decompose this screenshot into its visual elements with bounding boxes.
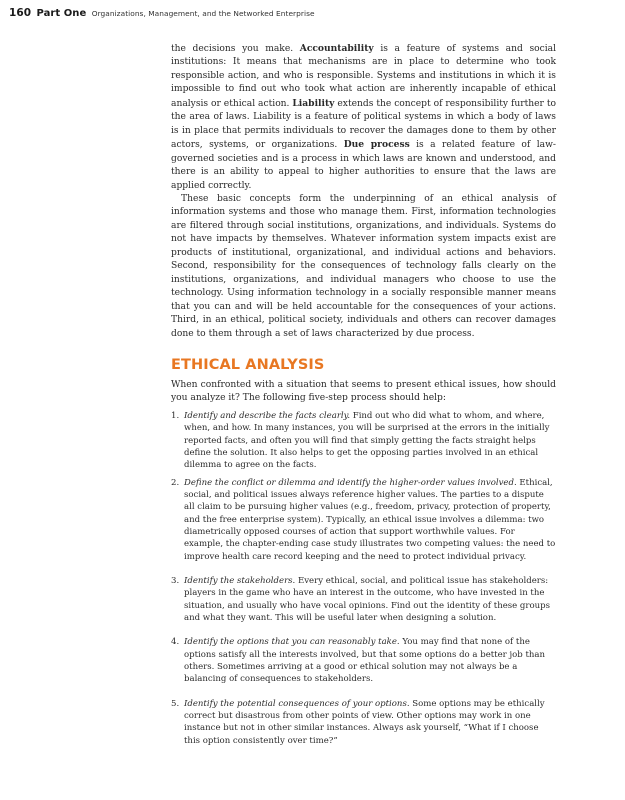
term-liability: Liability: [292, 97, 335, 109]
intro-paragraph: When confronted with a situation that seems to present ethical issues, how should you analyze it? The following five-step process should help:: [171, 379, 556, 404]
list-item: [171, 636, 556, 685]
p1-text-1: the decisions you make.: [171, 44, 300, 54]
book-section-title: Organizations, Management, and the Networked Enterprise: [91, 9, 315, 18]
list-item: [171, 698, 556, 747]
p1-text-4: is a related feature of law-governed societies and is a process in which laws are known and understood, and there is an ability to appeal to higher authorities to ensure that the laws are applied correctly.: [171, 140, 556, 191]
part-label: Part One: [36, 8, 87, 19]
step-title: Identify the options that you can reasonably take.: [184, 637, 400, 648]
step-body: Ethical, social, and political issues always reference higher values. The parties to a dispute all claim to be pursuing higher values (e.g., freedom, privacy, protection of property, and the free enterprise system). Typically, an ethical issue involves a dilemma: two diametrically opposed courses of action that support worthwhile values. For example, the chapter-ending case study illustrates two competing values: the need to improve health care record keeping and the need to protect individual privacy.: [184, 477, 556, 562]
paragraph-underpinning: These basic concepts form the underpinning of an ethical analysis of information systems and those who manage them. First, information technologies are filtered through social institutions, organizations, and individuals. Systems do not have impacts by themselves. Whatever information system impacts exist are products of institutional, organizational, and individual actions and behaviors. Second, responsibility for the consequences of technology falls clearly on the institutions, organizations, and individual managers who choose to use the technology. Using information technology in a socially responsible manner means that you can and will be held accountable for the consequences of your actions. Third, in an ethical, political society, individuals and others can recover damages done to them through a set of laws characterized by due process.: [171, 193, 556, 339]
step-body: Every ethical, social, and political issue has stakeholders: players in the game who have an interest in the outcome, who have invested in the situation, and usually who have vocal opinions. Find out the identity of these groups and what they want. This will be useful later when designing a solution.: [184, 576, 550, 624]
step-number: 2.: [171, 477, 180, 488]
term-due-process: Due process: [343, 139, 410, 151]
list-item: [171, 575, 556, 624]
step-title: Identify the stakeholders.: [184, 576, 296, 586]
term-accountability: Accountability: [299, 43, 374, 54]
paragraph-accountability: [171, 42, 556, 193]
step-title: Define the conflict or dilemma and identify the higher-order values involved.: [184, 477, 517, 488]
p1-text-3: extends the concept of responsibility further to the area of laws. Liability is a feature of political systems in which a body of laws is in place that permits individuals to recover the damages done to them by other actors, systems, or organizations.: [171, 98, 556, 151]
step-number: 5.: [171, 698, 180, 709]
step-number: 1.: [171, 410, 180, 421]
section-heading: ETHICAL ANALYSIS: [171, 356, 325, 373]
page-number: 160: [9, 7, 32, 19]
steps-list: [171, 410, 556, 747]
step-title: Identify the potential consequences of your options.: [184, 698, 410, 709]
page-content: [171, 42, 556, 752]
step-number: 4.: [171, 637, 180, 648]
p1-text-2: is a feature of systems and social institutions: It means that mechanisms are in place to determine who took responsible action, and who is responsible. Systems and institutions in which it is impossible to find out who took what action are inherently incapable of ethical analysis or ethical action.: [171, 44, 557, 109]
running-head: [9, 7, 609, 19]
list-item: [171, 410, 556, 472]
list-item: [171, 477, 556, 563]
step-body: Some options may be ethically correct but disastrous from other points of view. Other options may work in one instance but not in other similar instances. Always ask yourself, “What if I choose this option consistently over time?”: [184, 698, 545, 746]
step-body: Find out who did what to whom, and where, when, and how. In many instances, you will be surprised at the errors in the initially reported facts, and often you will find that simply getting the facts straight helps define the solution. It also helps to get the opposing parties involved in an ethical dilemma to agree on the facts.: [184, 410, 550, 471]
step-body: You may find that none of the options satisfy all the interests involved, but that some options do a better job than others. Sometimes arriving at a good or ethical solution may not always be a balancing of consequences to stakeholders.: [184, 637, 546, 685]
step-title: Identify and describe the facts clearly.: [184, 410, 351, 421]
step-number: 3.: [171, 576, 180, 586]
